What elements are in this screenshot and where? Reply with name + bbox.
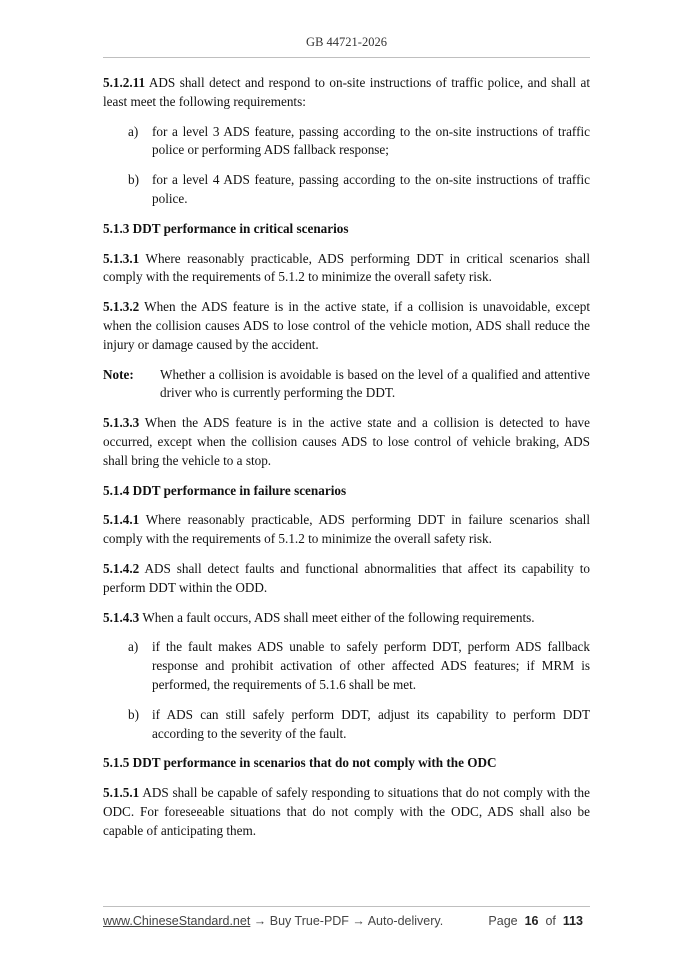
clause-text: Where reasonably practicable, ADS performing DDT in critical scenarios shall comply with the requirements of 5.1.2 to minimize the overall safety risk. xyxy=(103,250,590,285)
list-item xyxy=(103,171,590,209)
note-text: Whether a collision is avoidable is based on the level of a qualified and attentive driver who is currently performing the DDT. xyxy=(160,366,590,401)
clause-text: When a fault occurs, ADS shall meet either of the following requirements. xyxy=(139,609,535,625)
clause-5-1-2-11 xyxy=(103,74,590,112)
clause-text: ADS shall detect and respond to on-site instructions of traffic police, and shall at least meet the following requirements: xyxy=(103,75,590,109)
clause-5-1-5-1 xyxy=(103,784,590,840)
document-id-header: GB 44721-2026 xyxy=(306,35,387,49)
clause-text: ADS shall be capable of safely responding to situations that do not comply with the ODC. For foreseeable situations that do not comply with the ODC, ADS shall also be capable of anticipating them. xyxy=(103,785,590,838)
clause-5-1-4-2 xyxy=(103,560,590,598)
clause-number: 5.1.3.1 xyxy=(103,250,140,266)
list-marker: a) xyxy=(128,123,139,139)
page-of-label: of xyxy=(545,914,556,928)
section-heading-5-1-3: 5.1.3 DDT performance in critical scenarios xyxy=(103,220,349,236)
website-link[interactable]: www.ChineseStandard.net xyxy=(103,914,251,928)
section-heading-5-1-5: 5.1.5 DDT performance in scenarios that do not comply with the ODC xyxy=(103,755,497,771)
page-current: 16 xyxy=(524,914,539,928)
list-item-text: if ADS can still safely perform DDT, adjust its capability to perform DDT according to the severity of the fault. xyxy=(152,706,590,741)
list-item-text: for a level 4 ADS feature, passing according to the on-site instructions of traffic police. xyxy=(152,172,590,206)
clause-text: ADS shall detect faults and functional abnormalities that affect its capability to perform DDT within the ODD. xyxy=(103,560,590,595)
clause-number: 5.1.4.2 xyxy=(103,560,140,576)
clause-number: 5.1.4.3 xyxy=(103,609,140,625)
footer-tagline: → Buy True-PDF → Auto-delivery. xyxy=(250,914,444,928)
list-item xyxy=(103,123,590,161)
clause-5-1-3-1 xyxy=(103,250,590,288)
clause-number: 5.1.4.1 xyxy=(103,512,140,528)
footer-promo xyxy=(103,914,443,928)
list-item-text: for a level 3 ADS feature, passing according to the on-site instructions of traffic police or performing ADS fallback response; xyxy=(152,123,590,158)
page-content xyxy=(103,74,590,852)
page-total: 113 xyxy=(562,914,583,928)
list-item xyxy=(103,706,590,744)
clause-text: When the ADS feature is in the active state and a collision is detected to have occurred, except when the collision causes ADS to lose control of vehicle braking, ADS shall bring the vehicle to a stop. xyxy=(103,415,590,468)
header-divider xyxy=(103,57,590,58)
clause-5-1-4-1 xyxy=(103,511,590,549)
list-item xyxy=(103,638,590,694)
clause-number: 5.1.2.11 xyxy=(103,75,146,90)
section-heading-5-1-4: 5.1.4 DDT performance in failure scenarios xyxy=(103,482,347,498)
clause-number: 5.1.3.3 xyxy=(103,415,140,431)
note-block xyxy=(103,366,590,404)
clause-5-1-3-3 xyxy=(103,414,590,470)
clause-text: When the ADS feature is in the active state, if a collision is unavoidable, except when the collision causes ADS to lose control of the vehicle motion, ADS shall reduce the injury or damage caused by the accident. xyxy=(103,299,590,352)
list-marker: b) xyxy=(128,172,139,188)
list-marker: b) xyxy=(128,706,139,722)
clause-5-1-3-2 xyxy=(103,298,590,354)
list-marker: a) xyxy=(128,639,139,655)
page-label: Page xyxy=(488,914,518,928)
clause-5-1-4-3 xyxy=(103,609,590,628)
clause-text: Where reasonably practicable, ADS performing DDT in failure scenarios shall comply with the requirements of 5.1.2 to minimize the overall safety risk. xyxy=(103,512,590,547)
clause-number: 5.1.3.2 xyxy=(103,299,140,315)
page-indicator xyxy=(488,914,583,928)
list-item-text: if the fault makes ADS unable to safely perform DDT, perform ADS fallback response and prohibit activation of other affected ADS features; if MRM is performed, the requirements of 5.1.6 shall be met. xyxy=(152,639,590,692)
clause-number: 5.1.5.1 xyxy=(103,785,140,801)
note-label: Note: xyxy=(103,366,134,382)
footer-divider xyxy=(103,906,590,907)
